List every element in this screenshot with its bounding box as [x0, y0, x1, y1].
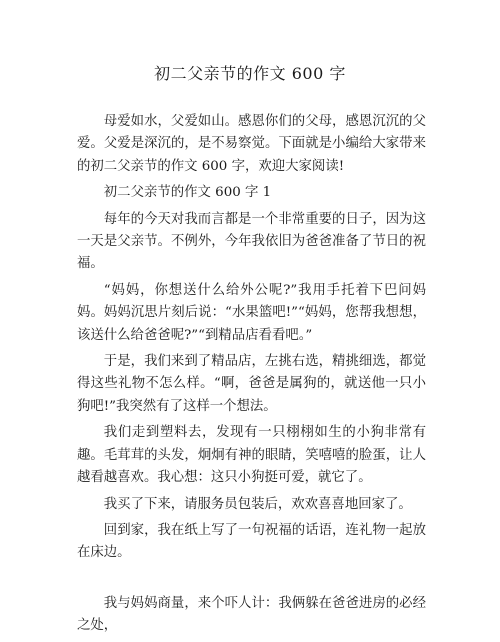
paragraph-5: 我买了下来，请服务员包装后，欢欢喜喜地回家了。 — [103, 496, 412, 512]
article-body — [77, 111, 426, 642]
section-heading: 初二父亲节的作文 600 字 1 — [103, 185, 272, 201]
paragraph-4: 我们走到塑料去，发现有一只栩栩如生的小狗非常有趣。毛茸茸的头发，炯炯有神的眼睛，笑嘻嘻的脸蛋，让人越看越喜欢。我心想：这只小狗挺可爱，就它了。 — [77, 425, 426, 486]
page-title: 初二父亲节的作文 600 字 — [154, 64, 346, 83]
paragraph-3: 于是，我们来到了精品店，左挑右选，精挑细选，都觉得这些礼物不怎么样。“啊，爸爸是属狗的，就送他一只小狗吧!”我突然有了这样一个想法。 — [77, 354, 426, 414]
paragraph-6: 回到家，我在纸上写了一句祝福的话语，连礼物一起放在床边。 — [77, 522, 426, 561]
paragraph-7: 我与妈妈商量，来个吓人计：我俩躲在爸爸进房的必经之处， — [77, 595, 426, 634]
paragraph-intro: 母爱如水，父爱如山。感恩你们的父母，感恩沉沉的父爱。父爱是深沉的，是不易察觉。下面就是小编给大家带来的初二父亲节的作文 600 字，欢迎大家阅读! — [77, 114, 426, 174]
paragraph-1: 每年的今天对我而言都是一个非常重要的日子，因为这一天是父亲节。不例外，今年我依旧为爸爸准备了节日的祝福。 — [77, 211, 426, 272]
paragraph-2: “妈妈，你想送什么给外公呢?”我用手托着下巴问妈妈。妈妈沉思片刻后说：“水果篮吧!”“妈妈，您帮我想想，该送什么给爸爸呢?”“到精品店看看吧。” — [77, 282, 426, 343]
